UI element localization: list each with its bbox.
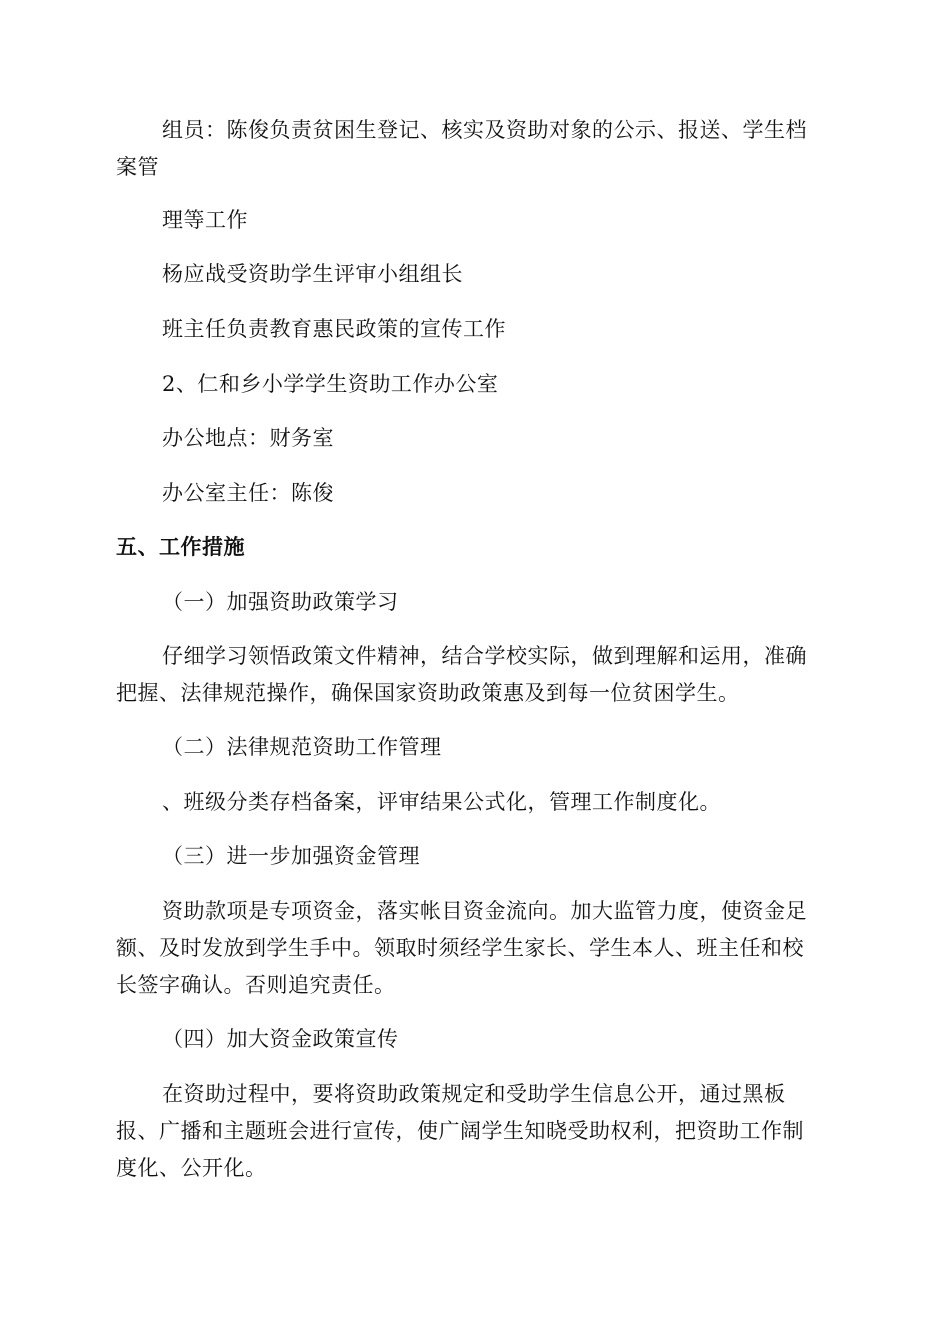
paragraph-3-line1: 资助款项是专项资金，落实帐目资金流向。加大监管力度，使资金足 (162, 899, 807, 923)
subheading-3: （三）进一步加强资金管理 (162, 844, 420, 868)
paragraph-members-line3: 理等工作 (162, 208, 248, 232)
subheading-4: （四）加大资金政策宣传 (162, 1027, 399, 1051)
paragraph-office-title: 2、仁和乡小学学生资助工作办公室 (162, 372, 499, 396)
paragraph-members-line1: 组员：陈俊负责贫困生登记、核实及资助对象的公示、报送、学生档 (162, 118, 807, 142)
section-heading-measures: 五、工作措施 (116, 535, 245, 559)
paragraph-3-line2: 额、及时发放到学生手中。领取时须经学生家长、学生本人、班主任和校 (116, 936, 804, 960)
subheading-2: （二）法律规范资助工作管理 (162, 735, 442, 759)
paragraph-2-line1: 、班级分类存档备案，评审结果公式化，管理工作制度化。 (162, 790, 721, 814)
paragraph-3-line3: 长签字确认。否则追究责任。 (116, 973, 396, 997)
subheading-1: （一）加强资助政策学习 (162, 590, 399, 614)
paragraph-4-line1: 在资助过程中，要将资助政策规定和受助学生信息公开，通过黑板 (162, 1082, 786, 1106)
paragraph-office-location: 办公地点：财务室 (162, 426, 334, 450)
paragraph-1-line1: 仔细学习领悟政策文件精神，结合学校实际，做到理解和运用，准确 (162, 644, 807, 668)
paragraph-4-line2: 报、广播和主题班会进行宣传，使广阔学生知晓受助权利，把资助工作制 (116, 1119, 804, 1143)
paragraph-1-line2: 把握、法律规范操作，确保国家资助政策惠及到每一位贫困学生。 (116, 681, 740, 705)
paragraph-class-teacher: 班主任负责教育惠民政策的宣传工作 (162, 317, 506, 341)
paragraph-members-line2: 案管 (116, 155, 159, 179)
paragraph-office-director: 办公室主任：陈俊 (162, 481, 334, 505)
paragraph-review-leader: 杨应战受资助学生评审小组组长 (162, 262, 463, 286)
paragraph-4-line3: 度化、公开化。 (116, 1156, 267, 1180)
